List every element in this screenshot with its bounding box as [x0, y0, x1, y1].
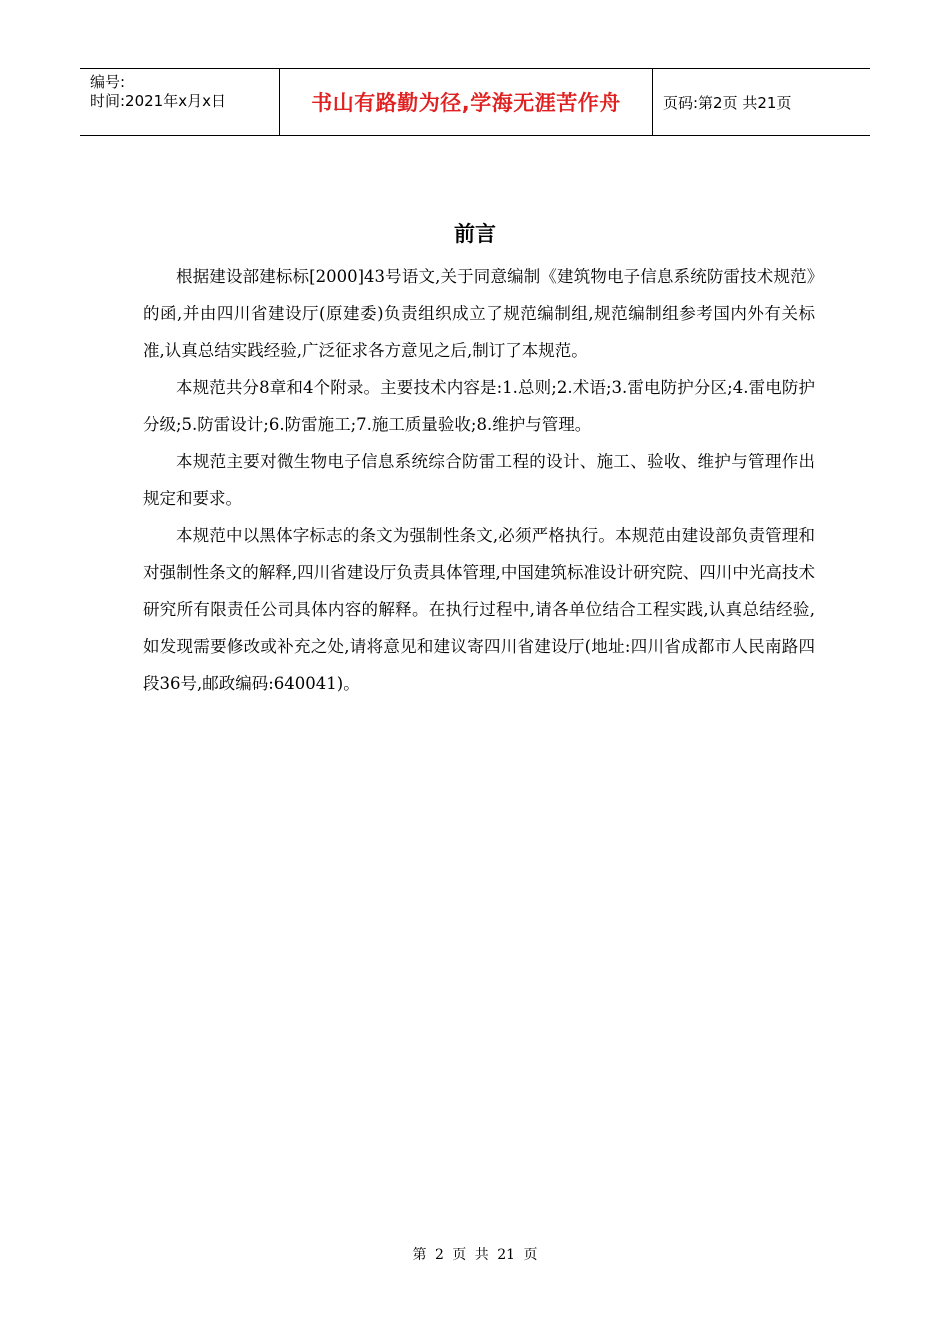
page-footer: 第 2 页 共 21 页 [412, 1247, 538, 1263]
page-header [80, 68, 870, 136]
header-page-info: 页码:第2页 共21页 [663, 93, 792, 112]
document-title: 前言 [454, 222, 496, 246]
header-meta [80, 69, 280, 135]
paragraph-4: 本规范中以黑体字标志的条文为强制性条文,必须严格执行。本规范由建设部负责管理和对强制性条文的解释,四川省建设厅负责具体管理,中国建筑标准设计研究院、四川中光高技术研究所有限责任公司具体内容的解释。在执行过程中,请各单位结合工程实践,认真总结经验,如发现需要修改或补充之处,请将意见和建议寄四川省建设厅(地址:四川省成都市人民南路四段36号,邮政编码:640041)。 [143, 526, 815, 693]
document-time-label: 时间:2021年x月x日 [90, 92, 226, 110]
document-body [143, 258, 815, 702]
document-number-label: 编号: [90, 73, 126, 91]
paragraph-2: 本规范共分8章和4个附录。主要技术内容是:1.总则;2.术语;3.雷电防护分区;4.雷电防护分级;5.防雷设计;6.防雷施工;7.施工质量验收;8.维护与管理。 [143, 378, 815, 434]
paragraph-3: 本规范主要对微生物电子信息系统综合防雷工程的设计、施工、验收、维护与管理作出规定和要求。 [143, 452, 815, 508]
paragraph-1: 根据建设部建标标[2000]43号语文,关于同意编制《建筑物电子信息系统防雷技术规范》的函,并由四川省建设厅(原建委)负责组织成立了规范编制组,规范编制组参考国内外有关标准,认真总结实践经验,广泛征求各方意见之后,制订了本规范。 [143, 267, 815, 360]
header-motto: 书山有路勤为径,学海无涯苦作舟 [280, 69, 653, 135]
